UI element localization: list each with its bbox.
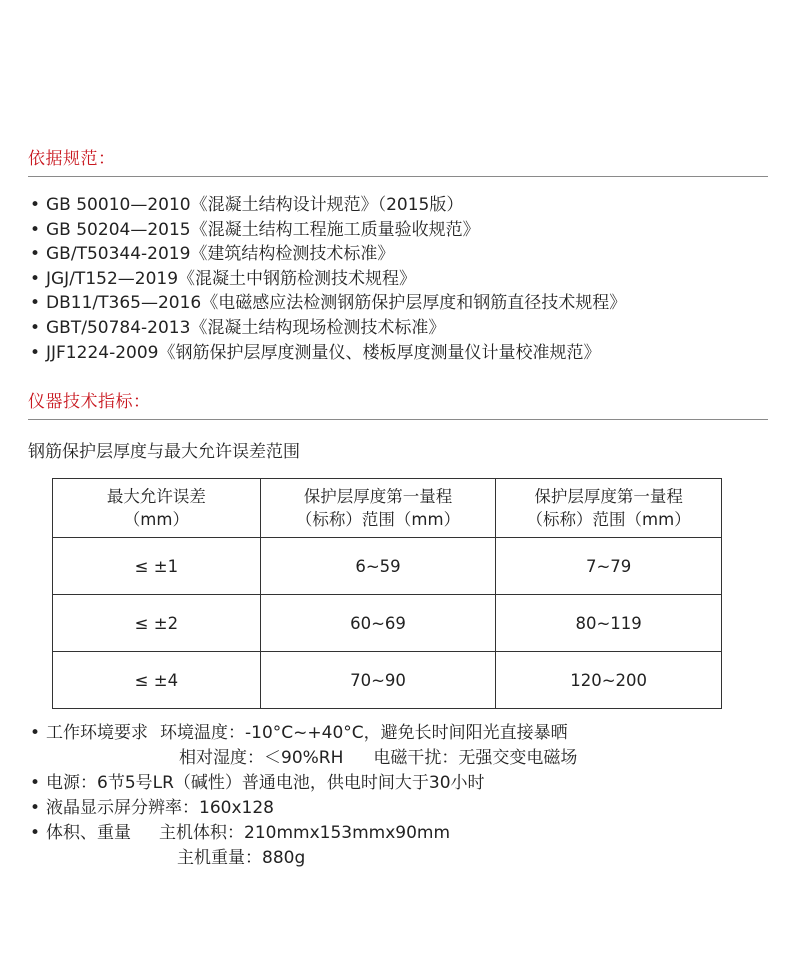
bullet-icon: •: [30, 773, 41, 793]
list-item: [30, 193, 626, 218]
cell-tolerance: ≤ ±1: [53, 538, 261, 595]
volume-text: 主机体积：210mmx153mmx90mm: [159, 823, 451, 843]
standard-text: GB 50204—2015《混凝土结构工程施工质量验收规范》: [46, 219, 480, 240]
cell-range-1: 60~69: [260, 595, 496, 652]
size-label: 体积、重量: [46, 823, 131, 843]
bullet-icon: •: [30, 723, 41, 743]
cell-range-1: 70~90: [260, 652, 496, 709]
tolerance-table: [52, 478, 722, 709]
bullet-icon: •: [30, 317, 41, 338]
cell-range-1: 6~59: [260, 538, 496, 595]
bullet-icon: •: [30, 293, 41, 314]
bullet-icon: •: [30, 798, 41, 818]
table-row: [53, 652, 722, 709]
spec-size: [30, 821, 577, 846]
header-line: （mm）: [123, 510, 189, 529]
header-line: （标称）范围（mm）: [526, 510, 691, 529]
bullet-icon: •: [30, 342, 41, 363]
table-row: [53, 538, 722, 595]
bullet-icon: •: [30, 268, 41, 289]
env-humidity: 相对湿度：＜90%RH: [179, 748, 344, 768]
cell-tolerance: ≤ ±4: [53, 652, 261, 709]
weight-text: 主机重量：880g: [177, 848, 306, 868]
header-line: 最大允许误差: [106, 487, 206, 506]
list-item: [30, 341, 626, 366]
standard-text: GBT/50784-2013《混凝土结构现场检测技术标准》: [46, 317, 446, 338]
header-line: 保护层厚度第一量程: [303, 487, 453, 506]
table-header-row: [53, 479, 722, 538]
env-label: 工作环境要求: [46, 723, 148, 743]
spec-environment-cont: [30, 746, 577, 771]
basis-section-title: 依据规范：: [28, 149, 116, 169]
env-temperature: 环境温度：-10°C~+40°C，避免长时间阳光直接暴晒: [160, 723, 568, 743]
power-text: 电源：6节5号LR（碱性）普通电池，供电时间大于30小时: [46, 773, 485, 793]
display-text: 液晶显示屏分辨率：160x128: [46, 798, 274, 818]
cell-range-2: 120~200: [496, 652, 722, 709]
standard-text: GB 50010—2010《混凝土结构设计规范》（2015版）: [46, 195, 464, 215]
list-item: [30, 291, 626, 316]
header-range-1: [260, 479, 496, 538]
header-range-2: [496, 479, 722, 538]
cell-range-2: 80~119: [496, 595, 722, 652]
standard-text: JGJ/T152—2019《混凝土中钢筋检测技术规程》: [46, 268, 417, 289]
cell-range-2: 7~79: [496, 538, 722, 595]
standards-list: [30, 193, 626, 365]
standard-text: DB11/T365—2016《电磁感应法检测钢筋保护层厚度和钢筋直径技术规程》: [46, 293, 627, 314]
env-emi: 电磁干扰：无强交变电磁场: [373, 748, 578, 768]
list-item: [30, 218, 626, 243]
bullet-icon: •: [30, 219, 41, 240]
cell-tolerance: ≤ ±2: [53, 595, 261, 652]
specs-section-title: 仪器技术指标：: [28, 392, 151, 412]
basis-divider: [28, 176, 768, 177]
list-item: [30, 242, 626, 267]
spec-list: [30, 721, 577, 871]
bullet-icon: •: [30, 823, 41, 843]
spec-weight: [30, 846, 577, 871]
header-line: （标称）范围（mm）: [295, 510, 461, 529]
bullet-icon: •: [30, 244, 41, 265]
list-item: [30, 316, 626, 341]
spec-display: [30, 796, 577, 821]
standard-text: JJF1224-2009《钢筋保护层厚度测量仪、楼板厚度测量仪计量校准规范》: [46, 342, 601, 363]
spec-environment: [30, 721, 577, 746]
spec-power: [30, 771, 577, 796]
bullet-icon: •: [30, 195, 41, 215]
standard-text: GB/T50344-2019《建筑结构检测技术标准》: [46, 244, 395, 265]
header-line: 保护层厚度第一量程: [534, 487, 683, 506]
table-caption: 钢筋保护层厚度与最大允许误差范围: [28, 442, 300, 462]
specs-divider: [28, 419, 768, 420]
header-tolerance: [53, 479, 261, 538]
table-row: [53, 595, 722, 652]
list-item: [30, 267, 626, 292]
